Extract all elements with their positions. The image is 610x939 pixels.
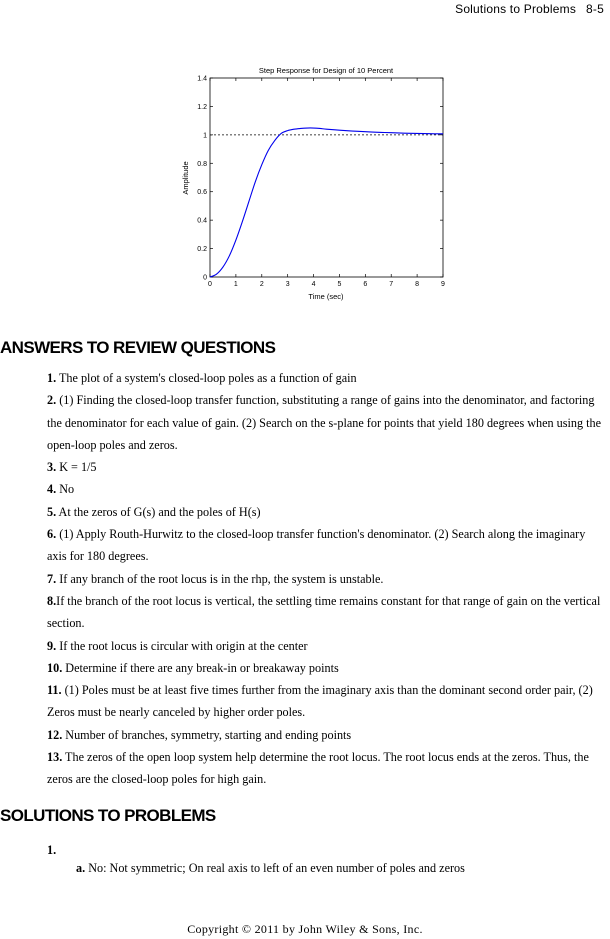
x-tick-label: 0 (208, 281, 212, 288)
solutions-heading: SOLUTIONS TO PROBLEMS (0, 806, 216, 825)
answer-number: 3. (47, 460, 57, 475)
review-answer (47, 478, 607, 500)
review-answer (47, 724, 607, 746)
answer-text: If any branch of the root locus is in the rhp, the system is unstable. (56, 571, 384, 586)
x-tick-label: 1 (233, 281, 238, 288)
answer-text: K = 1/5 (56, 460, 97, 475)
x-tick-label: 9 (441, 281, 445, 288)
x-tick-label: 8 (415, 281, 420, 288)
review-answer (47, 590, 607, 635)
problem-number: 1. (47, 843, 57, 857)
y-tick-label: 1 (203, 132, 207, 140)
answer-number: 2. (47, 393, 57, 408)
answer-number: 4. (47, 482, 57, 497)
review-answer (47, 635, 607, 657)
answer-text: At the zeros of G(s) and the poles of H(s) (56, 504, 261, 519)
review-answer (47, 456, 607, 478)
header-page-number: 8-5 (586, 2, 604, 16)
y-tick-label: 0 (203, 274, 207, 282)
y-tick-label: 0.6 (197, 189, 207, 197)
y-tick-label: 1.4 (197, 75, 207, 83)
y-tick-label: 0.8 (197, 160, 207, 168)
y-axis-label: Amplitude (181, 161, 190, 195)
x-tick-label: 6 (363, 281, 368, 288)
answer-number: 10. (47, 660, 63, 675)
answer-number: 11. (47, 683, 62, 698)
part-label: a. (76, 861, 86, 875)
y-tick-label: 1.2 (197, 103, 207, 111)
answer-number: 7. (47, 571, 57, 586)
answer-number: 5. (47, 504, 57, 519)
header-section: Solutions to Problems (455, 2, 577, 16)
x-axis-label: Time (sec) (308, 292, 344, 301)
answer-text: (1) Poles must be at least five times further from the imaginary axis than the dominant second order pair, (2) Zeros must be nearly canceled by higher order poles. (47, 683, 593, 720)
problem-part-a (76, 861, 465, 876)
chart-title: Step Response for Design of 10 Percent (258, 66, 394, 75)
review-answer (47, 523, 607, 568)
answer-number: 13. (47, 750, 63, 765)
answer-number: 12. (47, 727, 63, 742)
answer-text: If the root locus is circular with origin at the center (56, 638, 308, 653)
answer-number: 9. (47, 638, 57, 653)
x-tick-label: 4 (311, 281, 316, 288)
part-text: No: Not symmetric; On real axis to left of an even number of poles and zeros (85, 861, 465, 875)
x-tick-label: 3 (285, 281, 290, 288)
answer-number: 1. (47, 371, 57, 385)
x-tick-label: 5 (337, 281, 342, 288)
answer-text: No (56, 482, 75, 497)
x-tick-label: 7 (389, 281, 394, 288)
review-answer (47, 501, 607, 523)
review-answer (47, 746, 607, 791)
review-questions-heading: ANSWERS TO REVIEW QUESTIONS (0, 338, 276, 357)
answer-number: 8. (47, 593, 57, 608)
answer-number: 6. (47, 527, 57, 542)
review-answer (47, 679, 607, 724)
plot-frame (210, 78, 443, 277)
answer-text: The plot of a system's closed-loop poles as a function of gain (56, 371, 357, 385)
answer-text: If the branch of the root locus is vertical, the settling time remains constant for that range of gain on the vertical section. (47, 593, 601, 631)
review-answer (47, 367, 607, 389)
review-answer (47, 568, 607, 590)
answer-text: (1) Apply Routh-Hurwitz to the closed-loop transfer function's denominator. (2) Search along the imaginary axis for 180 degrees. (47, 527, 586, 564)
y-tick-label: 0.4 (197, 217, 207, 225)
answer-text: (1) Finding the closed-loop transfer function, substituting a range of gains into the denominator, and factoring the denominator for each value of gain. (2) Search on the s-plane for points that yield 180 degrees when using the open-loop poles and zeros. (47, 393, 602, 452)
answer-text: Number of branches, symmetry, starting and ending points (62, 727, 352, 742)
step-response-chart (180, 64, 452, 306)
y-tick-label: 0.2 (197, 246, 207, 254)
review-answer (47, 657, 607, 679)
answer-text: Determine if there are any break-in or breakaway points (62, 660, 339, 675)
copyright-footer: Copyright © 2011 by John Wiley & Sons, Inc. (187, 922, 423, 936)
x-tick-label: 2 (259, 281, 264, 288)
review-answers-list (47, 367, 607, 791)
running-header (455, 2, 604, 16)
review-answer (47, 389, 607, 456)
answer-text: The zeros of the open loop system help determine the root locus. The root locus ends at the zeros. Thus, the zeros are the closed-loop poles for high gain. (47, 750, 589, 787)
